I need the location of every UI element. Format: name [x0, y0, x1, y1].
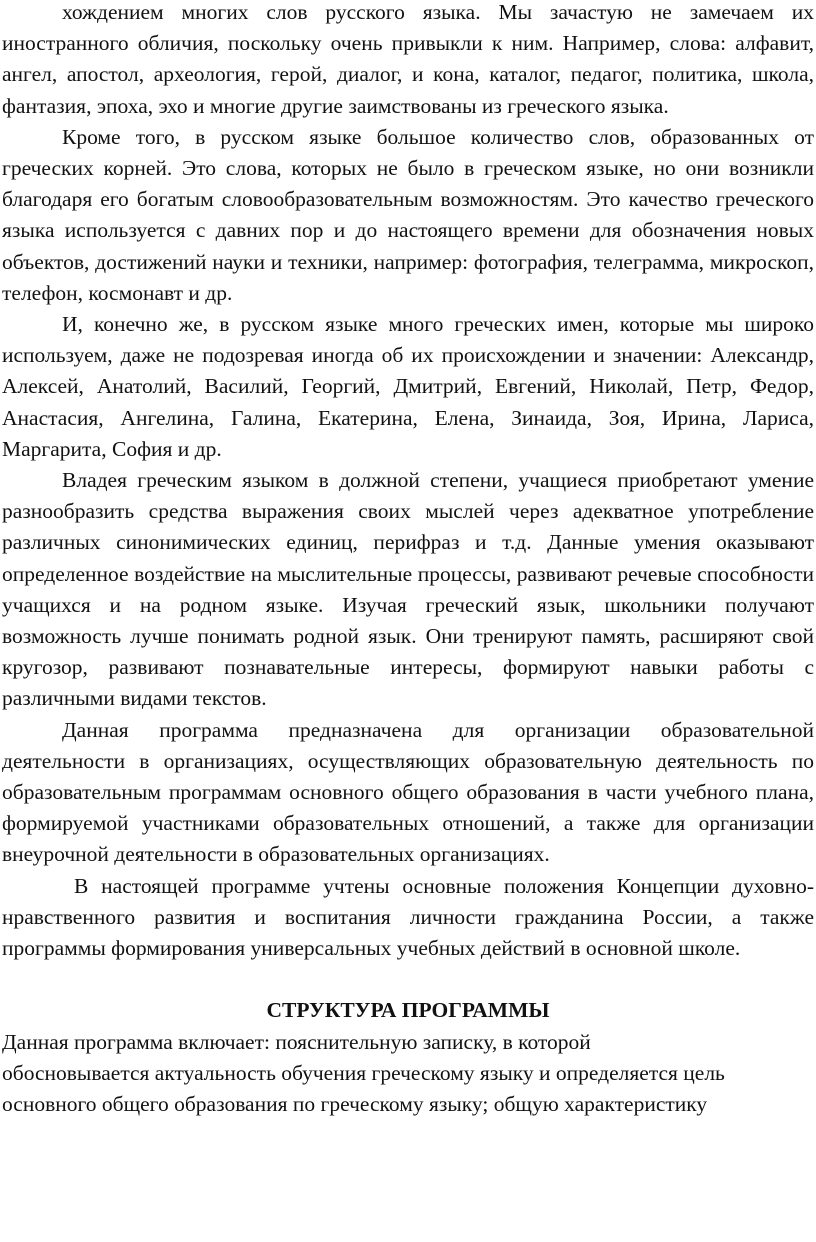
paragraph-skills: Владея греческим языком в должной степени, учащиеся приобретают умение разнообразить средства выражения своих мыслей через адекватное употребление различных синонимических единиц, перифраз и т.д. Данные умения оказывают определенное воздействие на мыслительные процессы, развивают речевые способности учащихся и на родном языке. Изучая греческий язык, школьники получают возможность лучше понимать родной язык. Они тренируют память, расширяют свой кругозор, развивают познавательные интересы, формируют навыки работы с различными видами текстов. [2, 468, 814, 711]
section-gap [2, 964, 814, 995]
paragraph-greek-names: И, конечно же, в русском языке много греческих имен, которые мы широко используем, даже не подозревая иногда об их происхождении и значении: Александр, Алексей, Анатолий, Василий, Георгий, Дмитрий, Евгений, Николай, Петр, Федор, Анастасия, Ангелина, Галина, Екатерина, Елена, Зинаида, Зоя, Ирина, Лариса, Маргарита, София и др. [2, 312, 814, 461]
section-line-2: обосновывается актуальность обучения греческому языку и определяется цель [2, 1060, 725, 1085]
section-heading: СТРУКТУРА ПРОГРАММЫ [266, 998, 550, 1023]
paragraph-program-purpose: Данная программа предназначена для организации образовательной деятельности в организациях, осуществляющих образовательную деятельность по образовательным программам основного общего образования в части учебного плана, формируемой участниками образовательных отношений, а также для организации внеурочной деятельности в образовательных организациях. [2, 717, 814, 867]
paragraph-concept: В настоящей программе учтены основные положения Концепции духовно-нравственного развития и воспитания личности гражданина России, а также программы формирования универсальных учебных действий в основной школе. [2, 873, 814, 961]
section-line-3: основного общего образования по греческому языку; общую характеристику [2, 1092, 708, 1117]
section-line-1: Данная программа включает: пояснительную записку, в которой [2, 1029, 591, 1054]
document-body [2, 0, 814, 1120]
paragraph-loanwords-text: хождением многих слов русского языка. Мы зачастую не замечаем их иностранного обличия, поскольку очень привыкли к ним. Например, слова: алфавит, ангел, апостол, археология, герой, диалог, и кона, каталог, педагог, политика, школа, фантазия, эпоха, эхо и многие другие заимствованы из греческого языка. [2, 0, 814, 118]
paragraph-greek-roots: Кроме того, в русском языке большое количество слов, образованных от греческих корней. Это слова, которых не было в греческом языке, но они возникли благодаря его богатым словообразовательным возможностям. Это качество греческого языка используется с давних пор и до настоящего времени для обозначения новых объектов, достижений науки и техники, например: фотография, телеграмма, микроскоп, телефон, космонавт и др. [2, 124, 814, 305]
paragraph-loanwords [2, 0, 814, 122]
